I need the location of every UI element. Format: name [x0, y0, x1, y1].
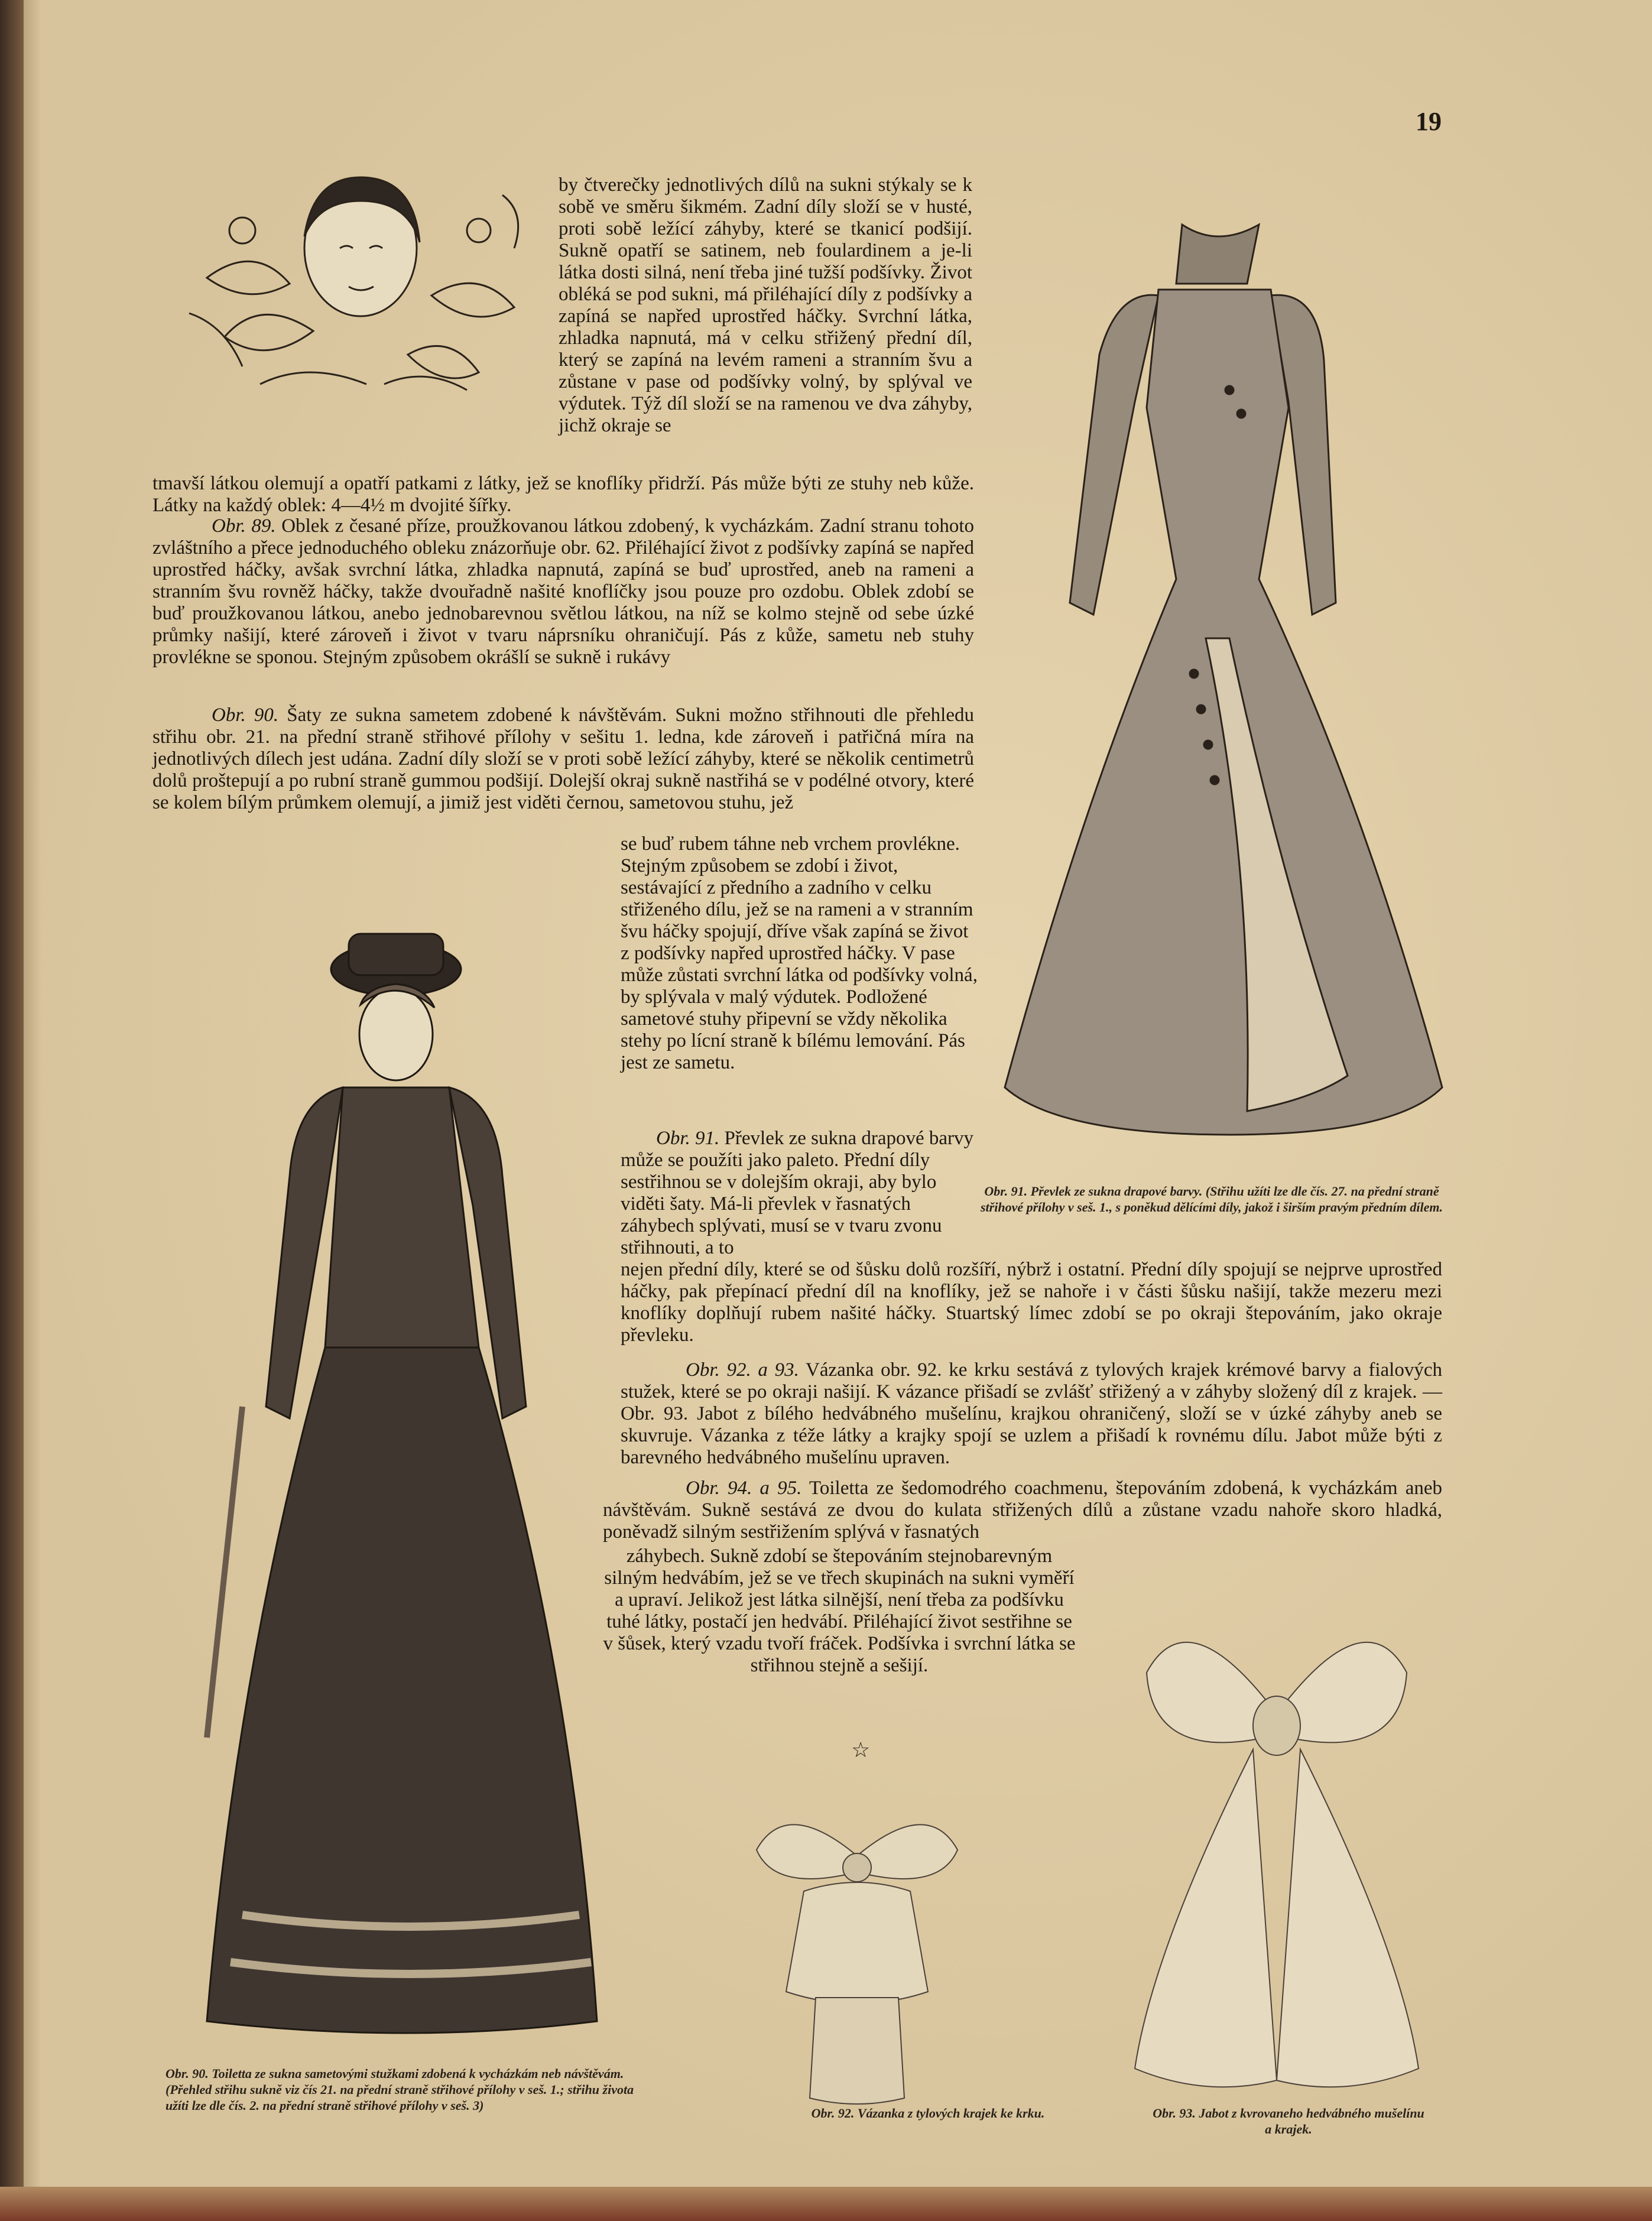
bow-figure-92 [751, 1803, 963, 2110]
figure-ref-90: Obr. 90. [212, 704, 279, 726]
paragraph-obr-92-93 [621, 1359, 1442, 1469]
paragraph-obr-89 [152, 515, 974, 668]
paragraph-89-text: Oblek z česané příze, proužkovanou látkou zdobený, k vycházkám. Zadní stranu tohoto zvláštního a přece jednoduchého obleku znázorňuje obr. 62. Přiléhající život z podšívky zapíná se napřed uprostřed háčky, avšak svrchní látka, zhladka napnutá, zapíná se buď uprostřed, aneb na rameni a stranním švu rovněž háčky, takže dvouřadně našité knoflíčky jsou pouze pro ozdobu. Oblek zdobí se buď proužkovanou látkou, anebo jednobarevnou světlou látkou, na níž se kolmo stejně od sebe úzké průmky našijí, které zároveň i život v tvaru náprsníku ohraničují. Pás z kůže, sametu neb stuhy provlékne se sponou. Stejným způsobem okrášlí se sukně i rukávy [152, 515, 974, 668]
book-spine [0, 0, 24, 2221]
figure-ref-94-95: Obr. 94. a 95. [686, 1478, 802, 1499]
paragraph-obr-91 [621, 1128, 978, 1259]
coat-figure-91 [981, 213, 1454, 1188]
paragraph-94-95-continued: záhybech. Sukně zdobí se štepováním stejnobarevným silným hedvábím, jež se ve třech skupinách na sukni vyměří a upraví. Jelikož jest látka silnější, není třeba za podšívku tuhé látky, postačí jen hedvábí. Přiléhající život sestřihne se v šůsek, který vzadu tvoří fráček. Podšívka i svrchní látka se střihnou stejně a sešijí. [603, 1545, 1076, 1676]
ornament-star: ☆ [851, 1738, 871, 1762]
paragraph-94-95-text: Toiletta ze šedomodrého coachmenu, štepováním zdobená, k vycházkám aneb návštěvám. Sukně sestává ze dvou do kulata střižených dílů a zůstane vzadu nahoře skoro hladká, poněvadž silným sestřižením splývá v řasnatých [603, 1478, 1442, 1543]
paragraph-intro: by čtverečky jednotlivých dílů na sukni stýkaly se k sobě ve směru šikmém. Zadní díly složí se v husté, proti sobě ležící záhyby, které se tkanicí podšijí. Sukně opatří se satinem, neb foulardinem a je-li látka dosti silná, není třeba jiné tužší podšívky. Život obléká se pod sukni, má přiléhající díly z podšívky a zapíná se napřed uprostřed háčky. Svrchní látka, zhladka napnutá, má v celku střižený přední díl, který se zapíná na levém rameni a stranním švu a zůstane v pase od podšívky volný, by splýval ve výdutek. Týž díl složí se na ramenou ve dva záhyby, jichž okraje se [559, 174, 972, 436]
paragraph-obr-90 [152, 704, 974, 814]
figure-ref-91: Obr. 91. [656, 1128, 720, 1149]
dress-figure-90 [171, 898, 632, 2051]
figure-ref-89: Obr. 89. [212, 515, 276, 537]
caption-figure-91: Obr. 91. Převlek ze sukna drapové barvy. (Střihu užíti lze dle čís. 27. na přední straně střihové přílohy v seš. 1., s poněkud dělícími díly, jakož i širším pravým předním dílem. [980, 1184, 1443, 1215]
child-vignette-illustration [171, 160, 550, 426]
caption-figure-93: Obr. 93. Jabot z kvrovaneho hedvábného mušelínu a krajek. [1153, 2106, 1424, 2136]
paragraph-90-text: Šaty ze sukna sametem zdobené k návštěvám. Sukni možno střihnouti dle přehledu střihu obr. 21. na přední straně střihové přílohy v sešitu 1. ledna, kde zároveň i patřičná míra na jednotlivých dílech jest udána. Zadní díly složí se v proti sobě ležící záhyby, které se několik centimetrů dolů proštepují a po rubní straně gummou podšijí. Dolejší okraj sukně nastřihá se v podélné otvory, které se kolem bílým průmkem olemují, a jimiž jest viděti černou, sametovou stuhu, jež [152, 704, 974, 813]
paragraph-92-93-text: Vázanka obr. 92. ke krku sestává z tylových krajek krémové barvy a fialových stužek, které se po okraji našijí. K vázance přišadí se zvlášť střižený a v záhyby složený díl z krajek. — Obr. 93. Jabot z bílého hedvábného mušelínu, krajkou ohraničený, složí se v úzké záhyby aneb se skuvruje. Vázanka z téže látky a krajky spojí se uzlem a přišadí k rovnému dílu. Jabot může býti z barevného hedvábného mušelínu upraven. [621, 1359, 1442, 1468]
paragraph-91-continued: nejen přední díly, které se od šůsku dolů rozšíří, nýbrž i ostatní. Přední díly spojují se nejprve uprostřed háčky, pak přepínací přední díl na knoflíky, jež se nahoře i v části šůsku našijí, takže mezeru mezi knoflíky doplňují rubem našité háčky. Stuartský límec zdobí se po okraji štepováním, jako okraje převleku. [621, 1259, 1442, 1346]
jabot-figure-93 [1117, 1596, 1436, 2104]
figure-ref-92-93: Obr. 92. a 93. [686, 1359, 799, 1381]
paragraph-intro-continued: tmavší látkou olemují a opatří patkami z látky, jež se knoflíky přidrží. Pás může býti ze stuhy neb kůže. Látky na každý oblek: 4—4½ m dvojité šířky. [152, 473, 974, 516]
paragraph-90-continued: se buď rubem táhne neb vrchem provlékne. Stejným způsobem se zdobí i život, sestávající z předního a zadního v celku střiženého dílu, jež se na rameni a v stranním švu háčky spojují, dříve však zapíná se život z podšívky napřed uprostřed háčky. V pase může zůstati svrchní látka od podšívky volná, by splývala v malý výdutek. Podložené sametové stuhy připevní se vždy několika stehy po lícní straně k bílému lemování. Pás jest ze sametu. [621, 833, 978, 1073]
caption-figure-92: Obr. 92. Vázanka z tylových krajek ke krku. [811, 2106, 1045, 2121]
caption-figure-90: Obr. 90. Toiletta ze sukna sametovými stužkami zdobená k vycházkám neb návštěvám. (Přehled střihu sukně viz čís 21. na přední straně střihové přílohy v seš. 1.; střihu života užíti lze dle čís. 2. na přední straně střihové přílohy v seš. 3) [165, 2066, 634, 2113]
paragraph-91-text: Převlek ze sukna drapové barvy může se použíti jako paleto. Přední díly sestřihnou se v dolejším okraji, aby bylo viděti šaty. Má-li převlek v řasnatých záhybech splývati, musí se v tvaru zvonu střihnouti, a to [621, 1128, 974, 1258]
page-edge-band [0, 2187, 1652, 2221]
paragraph-obr-94-95 [603, 1478, 1442, 1543]
page-number: 19 [1416, 107, 1442, 136]
